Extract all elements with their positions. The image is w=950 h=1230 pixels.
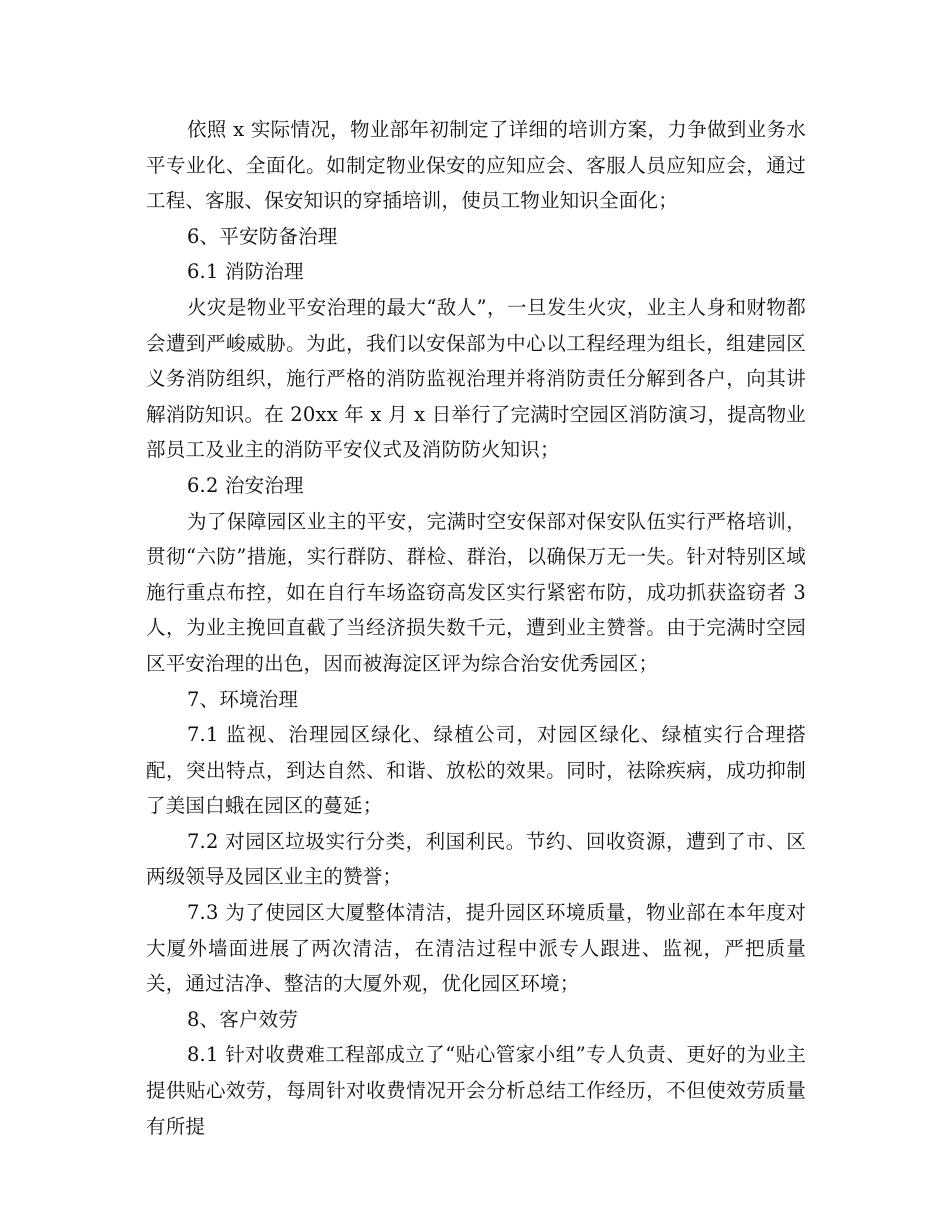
heading-customer-service: 8、客户效劳 [186,1007,299,1031]
paragraph-fire-management: 火灾是物业平安治理的最大“敌人”，一旦发生火灾，业主人身和财物都会遭到严峻威胁。为此，我们以安保部为中心以工程经理为组长，组建园区义务消防组织，施行严格的消防监视治理并将消防责任分解到各户，向其讲解消防知识。在 20xx 年 x 月 x 日举行了完满时空园区消防演习，提高物业部员工及业主的消防平安仪式及消防防火知识； [146,295,806,462]
paragraph-training-plan: 依照 x 实际情况，物业部年初制定了详细的培训方案，力争做到业务水平专业化、全面化。如制定物业保安的应知应会、客服人员应知应会，通过工程、客服、保安知识的穿插培训，使员工物业知识全面化； [146,118,806,213]
paragraph-garbage-sorting: 7.2 对园区垃圾实行分类，利国利民。节约、回收资源，遭到了市、区两级领导及园区业主的赞誉； [146,829,806,889]
paragraph-public-order: 为了保障园区业主的平安，完满时空安保部对保安队伍实行严格培训，贯彻“六防”措施，实行群防、群检、群治，以确保万无一失。针对特别区域施行重点布控，如在自行车场盗窃高发区实行紧密布防，成功抓获盗窃者 3 人，为业主挽回直截了当经济损失数千元，遭到业主赞誉。由于完满时空园区平安治理的出色，因而被海淀区评为综合治安优秀园区； [146,509,806,675]
paragraph-greening: 7.1 监视、治理园区绿化、绿植公司，对园区绿化、绿植实行合理搭配，突出特点，到达自然、和谐、放松的效果。同时，祛除疾病，成功抑制了美国白蛾在园区的蔓延； [146,723,806,818]
heading-public-order: 6.2 治安治理 [186,473,304,497]
heading-fire-management: 6.1 消防治理 [186,260,304,284]
paragraph-building-cleaning: 7.3 为了使园区大厦整体清洁，提升园区环境质量，物业部在本年度对大厦外墙面进展了两次清洁，在清洁过程中派专人跟进、监视，严把质量关，通过洁净、整洁的大厦外观，优化园区环境； [146,901,806,996]
heading-environment: 7、环境治理 [186,687,299,711]
paragraph-housekeeper-group: 8.1 针对收费难工程部成立了“贴心管家小组”专人负责、更好的为业主提供贴心效劳，每周针对收费情况开会分析总结工作经历，不但使效劳质量有所提 [146,1043,806,1138]
heading-security-management: 6、平安防备治理 [186,224,338,248]
document-body [146,112,806,1144]
